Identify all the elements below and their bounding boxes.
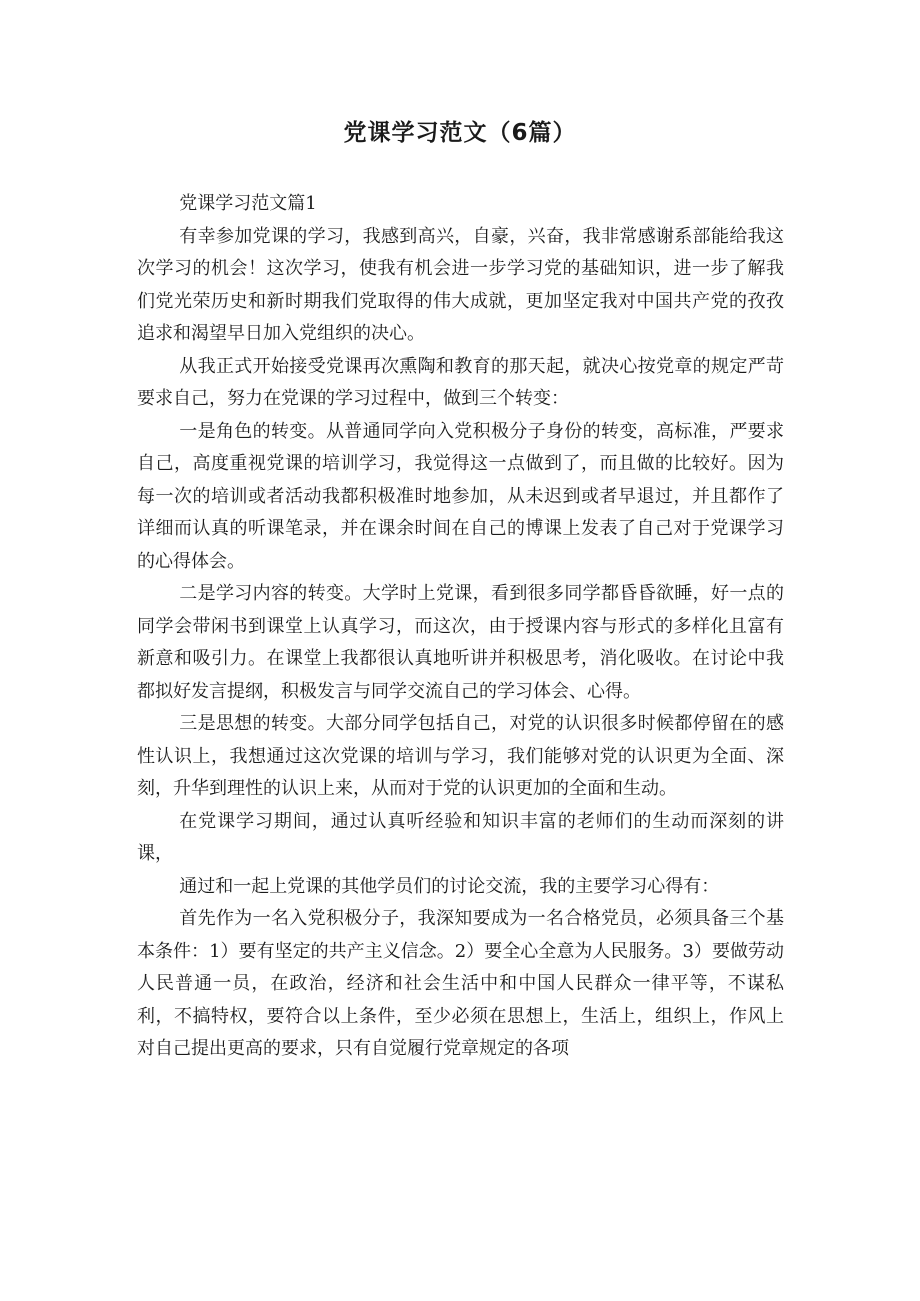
document-body [137, 188, 784, 1066]
section-heading: 党课学习范文篇1 [179, 193, 317, 214]
paragraph-7: 通过和一起上党课的其他学员们的讨论交流，我的主要学习心得有： [179, 875, 720, 897]
paragraph-3: 一是角色的转变。从普通同学向入党积极分子身份的转变，高标准，严要求自己，高度重视党课的培训学习，我觉得这一点做到了，而且做的比较好。因为每一次的培训或者活动我都积极准时地参加，从未迟到或者早退过，并且都作了详细而认真的听课笔录，并在课余时间在自己的博课上发表了自己对于党课学习的心得体会。 [137, 420, 784, 572]
paragraph-8: 首先作为一名入党积极分子，我深知要成为一名合格党员，必须具备三个基本条件：1）要有坚定的共产主义信念。2）要全心全意为人民服务。3）要做劳动人民普通一员，在政治，经济和社会生活中和中国人民群众一律平等，不谋私利，不搞特权，要符合以上条件，至少必须在思想上，生活上，组织上，作风上对自己提出更高的要求，只有自觉履行党章规定的各项 [137, 908, 784, 1059]
paragraph-4: 二是学习内容的转变。大学时上党课，看到很多同学都昏昏欲睡，好一点的同学会带闲书到课堂上认真学习，而这次，由于授课内容与形式的多样化且富有新意和吸引力。在课堂上我都很认真地听讲并积极思考，消化吸收。在讨论中我都拟好发言提纲，积极发言与同学交流自己的学习体会、心得。 [137, 583, 784, 702]
paragraph-2: 从我正式开始接受党课再次熏陶和教育的那天起，就决心按党章的规定严苛要求自己，努力在党课的学习过程中，做到三个转变： [137, 355, 784, 409]
document-title: 党课学习范文（6篇） [343, 120, 577, 146]
paragraph-5: 三是思想的转变。大部分同学包括自己，对党的认识很多时候都停留在的感性认识上，我想通过这次党课的培训与学习，我们能够对党的认识更为全面、深刻，升华到理性的认识上来，从而对于党的认识更加的全面和生动。 [137, 713, 784, 799]
paragraph-1: 有幸参加党课的学习，我感到高兴，自豪，兴奋，我非常感谢系部能给我这次学习的机会！这次学习，使我有机会进一步学习党的基础知识，进一步了解我们党光荣历史和新时期我们党取得的伟大成就，更加坚定我对中国共产党的孜孜追求和渴望早日加入党组织的决心。 [137, 225, 784, 344]
paragraph-6: 在党课学习期间，通过认真听经验和知识丰富的老师们的生动而深刻的讲课， [137, 810, 784, 864]
